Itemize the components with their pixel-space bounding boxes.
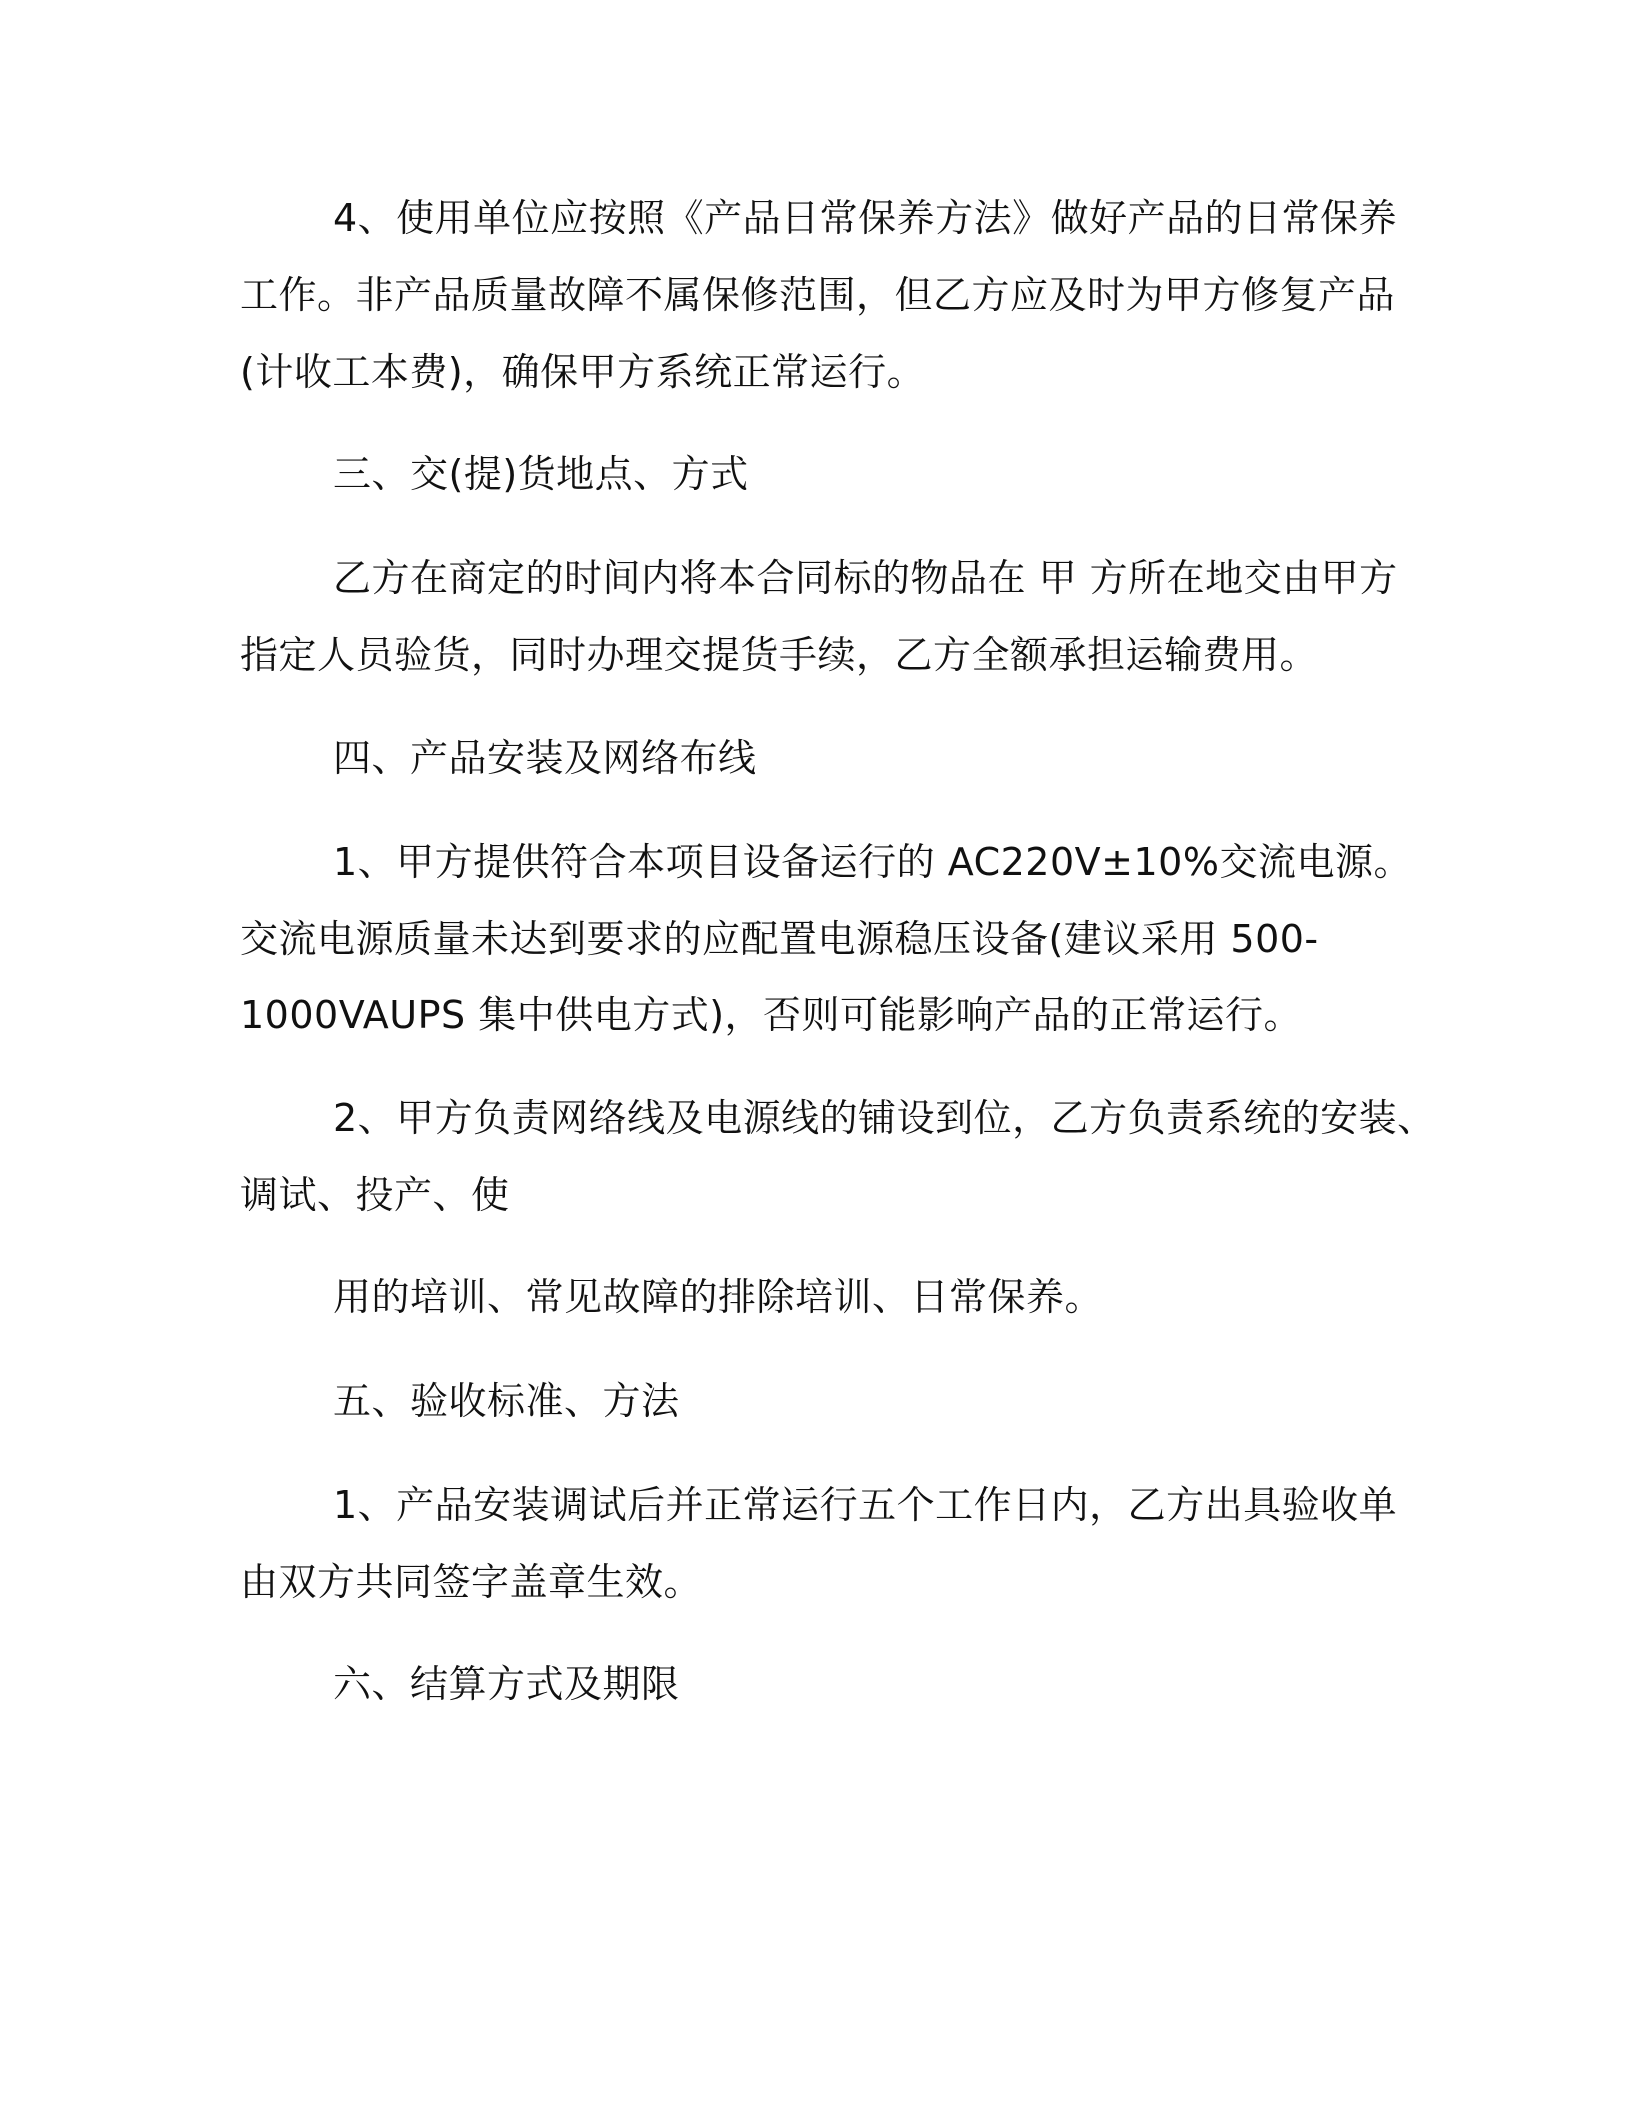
section-heading: 四、产品安装及网络布线 <box>333 736 757 780</box>
paragraph-line: 乙方在商定的时间内将本合同标的物品在 甲 方所在地交由甲方 <box>333 556 1398 600</box>
paragraph-line: 交流电源质量未达到要求的应配置电源稳压设备(建议采用 500- <box>240 917 1319 961</box>
paragraph-line: 调试、投产、使 <box>240 1173 510 1217</box>
section-heading: 三、交(提)货地点、方式 <box>333 452 749 496</box>
paragraph-line: (计收工本费)，确保甲方系统正常运行。 <box>240 350 926 394</box>
paragraph-line: 由双方共同签字盖章生效。 <box>240 1560 703 1604</box>
paragraph-line: 1000VAUPS 集中供电方式)，否则可能影响产品的正常运行。 <box>240 993 1303 1037</box>
paragraph-line: 4、使用单位应按照《产品日常保养方法》做好产品的日常保养 <box>333 196 1398 240</box>
paragraph-line: 1、甲方提供符合本项目设备运行的 AC220V±10%交流电源。 <box>333 840 1412 884</box>
paragraph-line: 用的培训、常见故障的排除培训、日常保养。 <box>333 1275 1104 1319</box>
section-heading: 五、验收标准、方法 <box>333 1379 680 1423</box>
section-heading: 六、结算方式及期限 <box>333 1662 680 1706</box>
paragraph-line: 指定人员验货，同时办理交提货手续，乙方全额承担运输费用。 <box>240 633 1319 677</box>
paragraph-line: 工作。非产品质量故障不属保修范围，但乙方应及时为甲方修复产品 <box>240 273 1396 317</box>
paragraph-line: 2、甲方负责网络线及电源线的铺设到位，乙方负责系统的安装、 <box>333 1096 1436 1140</box>
paragraph-line: 1、产品安装调试后并正常运行五个工作日内，乙方出具验收单 <box>333 1483 1398 1527</box>
